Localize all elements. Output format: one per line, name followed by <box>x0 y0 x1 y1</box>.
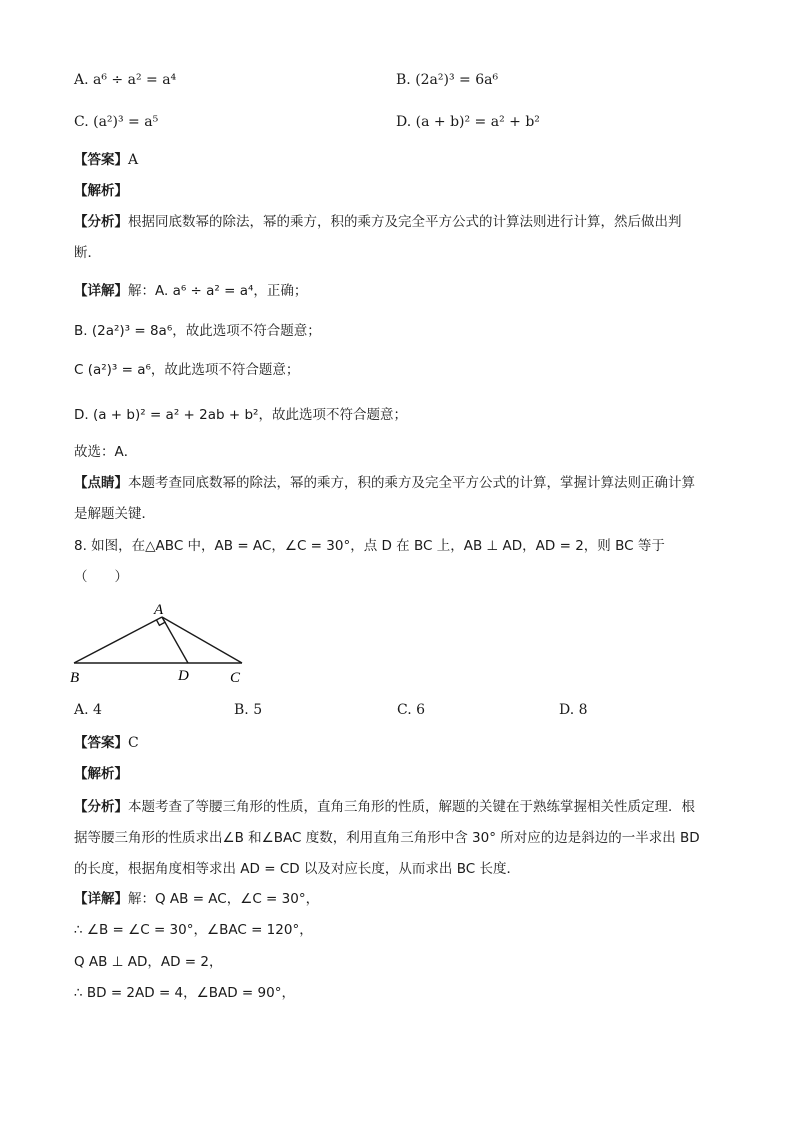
fenxi-text: 本题考查了等腰三角形的性质，直角三角形的性质，解题的关键在于熟练掌握相关性质定理．根 <box>128 799 695 815</box>
fenxi-tag: 【分析】 <box>74 214 128 230</box>
q8-xiangjie-line3: Q AB ⊥ AD，AD = 2， <box>74 954 223 970</box>
q7-option-c: C. (a²)³ = a⁵ <box>74 114 159 130</box>
q7-xiangjie-line5: 故选：A． <box>74 444 138 460</box>
answer-tag: 【答案】 <box>74 735 128 751</box>
q8-option-c: C. 6 <box>397 702 426 718</box>
q8-jiexi <box>74 764 128 784</box>
q7-xiangjie-line2: B. (2a²)³ = 8a⁶，故此选项不符合题意； <box>74 323 321 339</box>
q7-dianjing-line1 <box>74 473 695 493</box>
dianjing-text: 本题考查同底数幂的除法，幂的乘方，积的乘方及完全平方公式的计算，掌握计算法则正确计算 <box>128 475 695 491</box>
q8-fenxi-line2: 据等腰三角形的性质求出∠B 和∠BAC 度数，利用直角三角形中含 30° 所对应的边是斜边的一半求出 BD <box>74 830 700 846</box>
q7-fenxi-line2: 断． <box>74 245 101 261</box>
jiexi-tag: 【解析】 <box>74 766 128 782</box>
triangle-figure <box>64 596 264 688</box>
q8-xiangjie-line1 <box>74 889 319 909</box>
q8-xiangjie-line2: ∴ ∠B = ∠C = 30°，∠BAC = 120°， <box>74 922 313 938</box>
answer-tag: 【答案】 <box>74 152 128 168</box>
q8-option-a: A. 4 <box>74 702 102 718</box>
label-b: B <box>70 670 80 686</box>
q8-fenxi-line3: 的长度，根据角度相等求出 AD = CD 以及对应长度，从而求出 BC 长度． <box>74 861 520 877</box>
fenxi-text: 根据同底数幂的除法，幂的乘方，积的乘方及完全平方公式的计算法则进行计算，然后做出判 <box>128 214 682 230</box>
label-d: D <box>178 668 189 684</box>
xiangjie-text: 解：Q AB = AC，∠C = 30°， <box>128 891 320 907</box>
q7-option-d: D. (a + b)² = a² + b² <box>396 114 540 130</box>
q8-stem-line2: （ ） <box>74 569 128 585</box>
q7-answer: A <box>128 152 139 168</box>
q8-option-d: D. 8 <box>559 702 588 718</box>
q7-option-a: A. a⁶ ÷ a² = a⁴ <box>74 72 177 88</box>
label-a: A <box>154 602 164 618</box>
q7-xiangjie-line3: C (a²)³ = a⁶，故此选项不符合题意； <box>74 362 300 378</box>
q7-answer-line <box>74 150 138 170</box>
q7-jiexi <box>74 181 128 201</box>
xiangjie-tag: 【详解】 <box>74 891 128 907</box>
q7-xiangjie-line4: D. (a + b)² = a² + 2ab + b²，故此选项不符合题意； <box>74 407 407 423</box>
q8-stem-line1: 8. 如图，在△ABC 中，AB = AC，∠C = 30°，点 D 在 BC 上，AB ⊥ AD，AD = 2，则 BC 等于 <box>74 538 665 554</box>
fenxi-tag: 【分析】 <box>74 799 128 815</box>
q8-option-b: B. 5 <box>234 702 263 718</box>
q8-answer: C <box>128 735 139 751</box>
q8-answer-line <box>74 733 139 753</box>
q7-option-b: B. (2a²)³ = 6a⁶ <box>396 72 499 88</box>
q7-xiangjie-line1 <box>74 281 307 301</box>
q8-xiangjie-line4: ∴ BD = 2AD = 4，∠BAD = 90°， <box>74 985 295 1001</box>
xiangjie-text: 解：A. a⁶ ÷ a² = a⁴，正确； <box>128 283 308 299</box>
q7-dianjing-line2: 是解题关键． <box>74 506 155 522</box>
dianjing-tag: 【点睛】 <box>74 475 128 491</box>
q7-fenxi-line1 <box>74 212 682 232</box>
q8-fenxi-line1 <box>74 797 695 817</box>
jiexi-tag: 【解析】 <box>74 183 128 199</box>
xiangjie-tag: 【详解】 <box>74 283 128 299</box>
label-c: C <box>230 670 241 686</box>
